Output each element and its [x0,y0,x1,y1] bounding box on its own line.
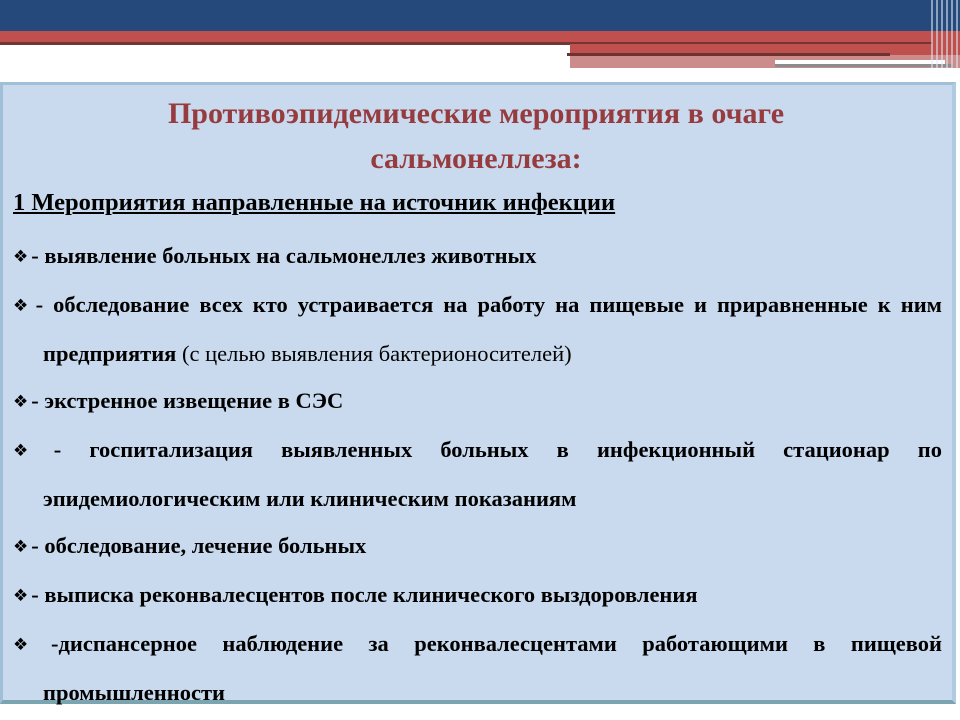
maroon-step-line [567,53,890,56]
list-item-text: - обследование всех кто устраивается на работу на пищевые и приравненные к ним предприятия [35,292,942,366]
list-item-text: - обследование, лечение больных [31,533,367,558]
list-item-text: - выписка реконвалесцентов после клинического выздоровления [31,582,698,607]
section-heading: 1 Мероприятия направленные на источник инфекции [13,189,616,216]
list-item [13,571,942,620]
diamond-bullet-icon: ❖ [13,586,29,606]
list-item-text: - выявление больных на сальмонеллез животных [31,243,537,268]
slide-title-line1: Противоэпидемические мероприятия в очаге [167,97,785,130]
diamond-bullet-icon: ❖ [13,247,29,267]
list-item [13,232,942,281]
slide-title [10,91,942,181]
corner-stripe-decoration [928,0,960,68]
list-item [13,281,942,377]
list-item-text-regular: (с целью выявления бактерионосителей) [181,341,572,366]
diamond-bullet-icon: ❖ [13,296,33,316]
list-item [13,426,942,522]
list-item-text: - экстренное извещение в СЭС [31,388,344,413]
list-item [13,620,942,716]
content-panel [0,82,956,704]
diamond-bullet-icon: ❖ [13,537,29,557]
top-blue-bar [0,0,960,31]
diamond-bullet-icon: ❖ [13,392,29,412]
list-item [13,522,942,571]
list-item [13,377,942,426]
diamond-bullet-icon: ❖ [13,635,49,655]
diamond-bullet-icon: ❖ [13,441,51,461]
list-item-text: - госпитализация выявленных больных в инфекционный стационар по эпидемиологическим или клиническим показаниям [43,437,942,511]
slide-title-line2: сальмонеллеза: [370,142,582,175]
gray-step-line [775,64,953,67]
list-item-text: -диспансерное наблюдение за реконвалесцентами работающими в пищевой промышленности [43,631,942,705]
